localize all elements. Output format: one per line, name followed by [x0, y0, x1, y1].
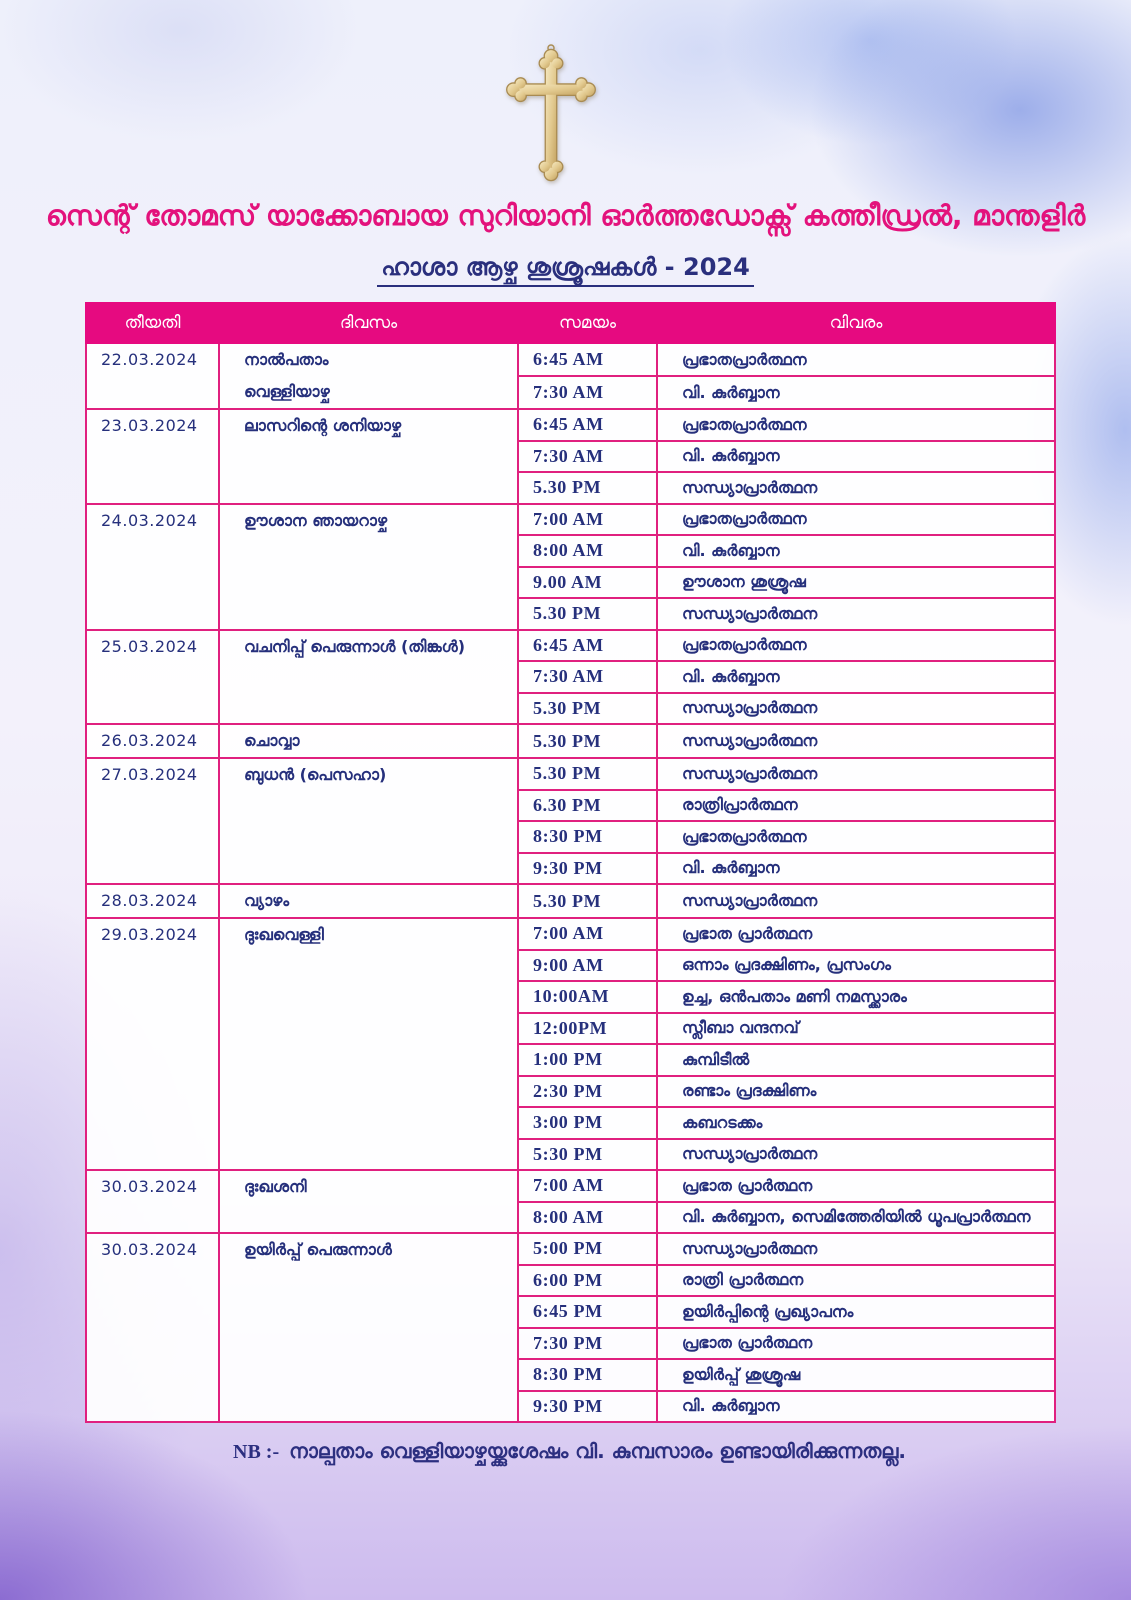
- time-cell: 7:30 AM: [518, 441, 657, 473]
- day-cell: ഉയിർപ്പ് പെരുന്നാൾ: [219, 1233, 518, 1422]
- footnote: [85, 1437, 1054, 1466]
- detail-cell: പ്രഭാത പ്രാർത്ഥന: [657, 1328, 1055, 1360]
- time-cell: 5:30 PM: [518, 1139, 657, 1171]
- date-cell: 23.03.2024: [86, 409, 219, 504]
- detail-cell: പ്രഭാതപ്രാർത്ഥന: [657, 343, 1055, 376]
- detail-cell: കുമ്പിടീൽ: [657, 1044, 1055, 1076]
- detail-cell: വി. കുർബ്ബാന, സെമിത്തേരിയിൽ ധൂപപ്രാർത്ഥന: [657, 1202, 1055, 1234]
- schedule-row: [86, 724, 1055, 758]
- detail-cell: ഉയിർപ്പ് ശുശ്രൂഷ: [657, 1359, 1055, 1391]
- time-cell: 10:00AM: [518, 981, 657, 1013]
- time-cell: 8:00 AM: [518, 1202, 657, 1234]
- time-cell: 5.30 PM: [518, 724, 657, 758]
- time-cell: 7:00 AM: [518, 1170, 657, 1202]
- detail-cell: സന്ധ്യാപ്രാർത്ഥന: [657, 724, 1055, 758]
- time-cell: 7:30 AM: [518, 376, 657, 409]
- detail-cell: സന്ധ്യാപ്രാർത്ഥന: [657, 884, 1055, 918]
- time-cell: 7:00 AM: [518, 504, 657, 536]
- schedule-row: [86, 918, 1055, 950]
- date-cell: 27.03.2024: [86, 758, 219, 884]
- detail-cell: രാത്രി പ്രാർത്ഥന: [657, 1265, 1055, 1297]
- day-cell: ഊശാന ഞായറാഴ്ച: [219, 504, 518, 630]
- detail-cell: സ്ലീബാ വന്ദനവ്: [657, 1013, 1055, 1045]
- time-cell: 5.30 PM: [518, 472, 657, 504]
- detail-cell: വി. കുർബ്ബാന: [657, 1391, 1055, 1423]
- day-cell: വചനിപ്പ് പെരുന്നാൾ (തിങ്കൾ): [219, 630, 518, 725]
- schedule-section: [85, 302, 1054, 1466]
- date-cell: 30.03.2024: [86, 1170, 219, 1233]
- detail-cell: ഊശാന ശുശ്രൂഷ: [657, 567, 1055, 599]
- detail-cell: സന്ധ്യാപ്രാർത്ഥന: [657, 1139, 1055, 1171]
- time-cell: 6:45 AM: [518, 343, 657, 376]
- day-cell: ദുഃഖശനി: [219, 1170, 518, 1233]
- header-row: [86, 303, 1055, 343]
- date-cell: 25.03.2024: [86, 630, 219, 725]
- time-cell: 2:30 PM: [518, 1076, 657, 1108]
- time-cell: 6:45 AM: [518, 409, 657, 441]
- time-cell: 7:00 AM: [518, 918, 657, 950]
- page-subtitle: ഹാശാ ആഴ്ച ശുശ്രൂഷകൾ - 2024: [377, 252, 754, 287]
- detail-cell: സന്ധ്യാപ്രാർത്ഥന: [657, 758, 1055, 790]
- time-cell: 9:30 PM: [518, 853, 657, 885]
- detail-cell: വി. കുർബ്ബാന: [657, 853, 1055, 885]
- schedule-body: [86, 343, 1055, 1422]
- time-cell: 5.30 PM: [518, 598, 657, 630]
- header-time: സമയം: [518, 303, 657, 343]
- detail-cell: വി. കുർബ്ബാന: [657, 535, 1055, 567]
- time-cell: 5.30 PM: [518, 693, 657, 725]
- detail-cell: ഒന്നാം പ്രദക്ഷിണം, പ്രസംഗം: [657, 950, 1055, 982]
- schedule-row: [86, 1233, 1055, 1265]
- schedule-row: [86, 630, 1055, 662]
- detail-cell: രാത്രിപ്രാർത്ഥന: [657, 790, 1055, 822]
- detail-cell: കബറടക്കം: [657, 1107, 1055, 1139]
- schedule-row: [86, 1170, 1055, 1202]
- detail-cell: ഉയിർപ്പിന്റെ പ്രഖ്യാപനം: [657, 1296, 1055, 1328]
- detail-cell: സന്ധ്യാപ്രാർത്ഥന: [657, 472, 1055, 504]
- header-detail: വിവരം: [657, 303, 1055, 343]
- header-date: തീയതി: [86, 303, 219, 343]
- cross-icon: [505, 44, 597, 184]
- time-cell: 7:30 PM: [518, 1328, 657, 1360]
- detail-cell: പ്രഭാതപ്രാർത്ഥന: [657, 630, 1055, 662]
- time-cell: 9:00 AM: [518, 950, 657, 982]
- day-cell: ലാസറിന്റെ ശനിയാഴ്ച: [219, 409, 518, 504]
- time-cell: 5.30 PM: [518, 884, 657, 918]
- time-cell: 5.30 PM: [518, 758, 657, 790]
- date-cell: 28.03.2024: [86, 884, 219, 918]
- time-cell: 1:00 PM: [518, 1044, 657, 1076]
- detail-cell: വി. കുർബ്ബാന: [657, 441, 1055, 473]
- schedule-row: [86, 758, 1055, 790]
- time-cell: 8:30 PM: [518, 1359, 657, 1391]
- day-cell: ചൊവ്വാ: [219, 724, 518, 758]
- schedule-row: [86, 884, 1055, 918]
- detail-cell: പ്രഭാതപ്രാർത്ഥന: [657, 409, 1055, 441]
- time-cell: 3:00 PM: [518, 1107, 657, 1139]
- schedule-row: [86, 504, 1055, 536]
- page-title: സെന്റ് തോമസ് യാക്കോബായ സുറിയാനി ഓർത്തഡോക്സ് കത്തീഡ്രൽ, മാന്തളിർ: [45, 199, 1086, 232]
- schedule-table: [85, 302, 1056, 1423]
- day-cell: നാൽപതാം വെള്ളിയാഴ്ച: [219, 343, 518, 409]
- time-cell: 6:45 PM: [518, 1296, 657, 1328]
- time-cell: 6.30 PM: [518, 790, 657, 822]
- schedule-row: [86, 343, 1055, 376]
- time-cell: 9.00 AM: [518, 567, 657, 599]
- detail-cell: പ്രഭാതപ്രാർത്ഥന: [657, 504, 1055, 536]
- detail-cell: ഉച്ച, ഒൻപതാം മണി നമസ്ക്കാരം: [657, 981, 1055, 1013]
- detail-cell: പ്രഭാത പ്രാർത്ഥന: [657, 1170, 1055, 1202]
- day-cell: വ്യാഴം: [219, 884, 518, 918]
- time-cell: 6:00 PM: [518, 1265, 657, 1297]
- footnote-label: NB :-: [233, 1441, 280, 1463]
- detail-cell: സന്ധ്യാപ്രാർത്ഥന: [657, 693, 1055, 725]
- header-day: ദിവസം: [219, 303, 518, 343]
- detail-cell: സന്ധ്യാപ്രാർത്ഥന: [657, 598, 1055, 630]
- schedule-row: [86, 409, 1055, 441]
- date-cell: 22.03.2024: [86, 343, 219, 409]
- date-cell: 30.03.2024: [86, 1233, 219, 1422]
- date-cell: 26.03.2024: [86, 724, 219, 758]
- time-cell: 8:00 AM: [518, 535, 657, 567]
- day-cell: ദുഃഖവെള്ളി: [219, 918, 518, 1170]
- detail-cell: പ്രഭാത പ്രാർത്ഥന: [657, 918, 1055, 950]
- time-cell: 7:30 AM: [518, 661, 657, 693]
- time-cell: 8:30 PM: [518, 821, 657, 853]
- footnote-text: നാല്പതാം വെള്ളിയാഴ്ചയ്ക്കുശേഷം വി. കുമ്പസാരം ഉണ്ടായിരിക്കുന്നതല്ല.: [289, 1439, 906, 1463]
- detail-cell: പ്രഭാതപ്രാർത്ഥന: [657, 821, 1055, 853]
- subtitle-container: [0, 252, 1131, 287]
- date-cell: 29.03.2024: [86, 918, 219, 1170]
- time-cell: 12:00PM: [518, 1013, 657, 1045]
- time-cell: 9:30 PM: [518, 1391, 657, 1423]
- detail-cell: വി. കുർബ്ബാന: [657, 661, 1055, 693]
- date-cell: 24.03.2024: [86, 504, 219, 630]
- detail-cell: രണ്ടാം പ്രദക്ഷിണം: [657, 1076, 1055, 1108]
- detail-cell: സന്ധ്യാപ്രാർത്ഥന: [657, 1233, 1055, 1265]
- time-cell: 6:45 AM: [518, 630, 657, 662]
- time-cell: 5:00 PM: [518, 1233, 657, 1265]
- day-cell: ബുധൻ (പെസഹാ): [219, 758, 518, 884]
- detail-cell: വി. കുർബ്ബാന: [657, 376, 1055, 409]
